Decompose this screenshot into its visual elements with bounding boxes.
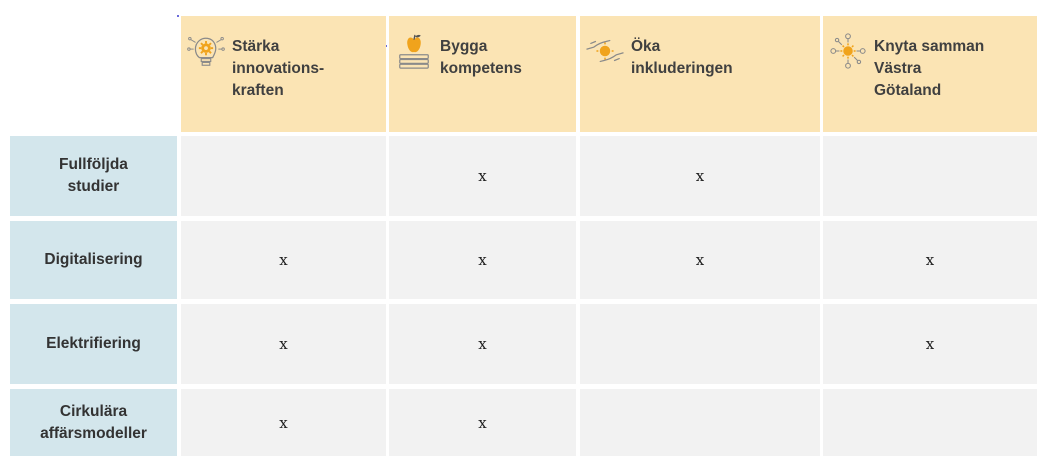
matrix-cell (181, 136, 386, 216)
column-header-inclusion (580, 16, 820, 132)
matrix-cell: x (580, 136, 820, 216)
matrix-cell: x (389, 221, 576, 299)
column-header-competence (389, 16, 576, 132)
matrix-cell: x (580, 221, 820, 299)
column-header-connect (823, 16, 1037, 132)
column-label: Bygga kompetens (440, 38, 522, 77)
matrix-cell: x (181, 389, 386, 456)
column-header-innovation (181, 16, 386, 132)
row-header: Fullföljda studier (10, 136, 177, 216)
matrix-cell: x (389, 389, 576, 456)
column-label: Stärka innovations- kraften (232, 38, 325, 99)
network-sun-icon (829, 32, 867, 70)
matrix-cell (580, 304, 820, 384)
row-header: Elektrifiering (10, 304, 177, 384)
apple-books-icon (395, 32, 433, 70)
matrix-cell: x (823, 221, 1037, 299)
row-header: Cirkulära affärsmodeller (10, 389, 177, 456)
matrix-cell: x (181, 304, 386, 384)
stray-dot (177, 15, 179, 17)
matrix-cell: x (389, 304, 576, 384)
matrix-cell (580, 389, 820, 456)
matrix-cell: x (389, 136, 576, 216)
matrix-cell: x (181, 221, 386, 299)
matrix-cell (823, 136, 1037, 216)
row-header: Digitalisering (10, 221, 177, 299)
column-label: Knyta samman Västra Götaland (874, 38, 985, 99)
matrix-cell (823, 389, 1037, 456)
matrix-cell: x (823, 304, 1037, 384)
lightbulb-gear-icon (187, 32, 225, 70)
hands-sun-icon (586, 32, 624, 70)
column-label: Öka inkluderingen (631, 38, 733, 77)
